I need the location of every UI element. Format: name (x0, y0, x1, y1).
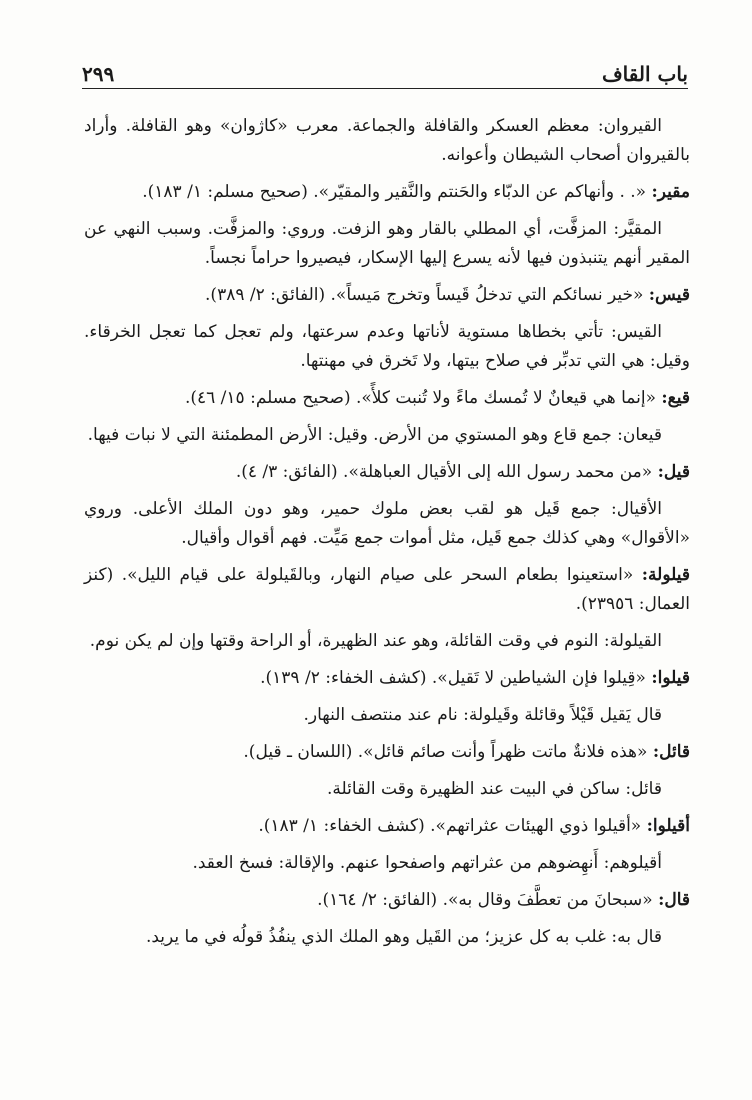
definition-paragraph: القيس: تأتي بخطاها مستوية لأناتها وعدم سرعتها، ولم تعجل كما تعجل الخرقاء. وقيل: هي التي تدبِّر في صلاح بيتها، ولا تَخرق في مهنتها. (84, 322, 690, 371)
hadith-text: «هذه فلانةٌ ماتت ظهراً وأنت صائم قائل». (اللسان ـ قيل). (243, 742, 653, 762)
chapter-title: باب القاف (601, 62, 688, 86)
hadith-text: «إنما هي قيعانٌ لا تُمسك ماءً ولا تُنبت كلأً». (صحيح مسلم: ١٥/ ٤٦). (184, 388, 662, 408)
page-header (82, 58, 688, 89)
entry-headword: قائل: (652, 742, 690, 762)
definition-paragraph: القيلولة: النوم في وقت القائلة، وهو عند الظهيرة، أو الراحة وقتها وإن لم يكن نوم. (89, 631, 662, 651)
entry-headword: قيع: (661, 388, 690, 408)
hadith-text: «استعينوا بطعام السحر على صيام النهار، وبالقَيلولة على قيام الليل». (كنز العمال: ٢٣٩٥٦). (84, 565, 690, 614)
entry-headword: قيل: (657, 462, 690, 482)
entry-headword: قيلولة: (641, 565, 690, 585)
hadith-entry (84, 812, 690, 841)
hadith-text: «. . وأنهاكم عن الدبّاء والحَنتم والنَّقير والمقيّر». (صحيح مسلم: ١/ ١٨٣). (142, 182, 652, 202)
entry-headword: مقير: (651, 182, 690, 202)
entry-headword: قيلوا: (651, 668, 690, 688)
definition-paragraph: القيروان: معظم العسكر والقافلة والجماعة. معرب «كاژوان» وهو القافلة. وأراد بالقيروان أصحاب الشيطان وأعوانه. (84, 116, 690, 165)
definition-paragraph: قائل: ساكن في البيت عند الظهيرة وقت القائلة. (327, 779, 662, 799)
definition-paragraph: المقيَّر: المزفَّت، أي المطلي بالقار وهو الزفت. وروي: والمزفَّت. وسبب النهي عن المقير أنهم يتنبذون فيها لأنه يسرع إليها الإسكار، فيصيروا حراماً نجساً. (84, 219, 690, 268)
definition-paragraph: قال يَقيل قَيْلاً وقائلة وقَيلولة: نام عند منتصف النهار. (303, 705, 662, 725)
hadith-entry (84, 458, 690, 487)
definition-paragraph: قيعان: جمع قاع وهو المستوي من الأرض. وقيل: الأرض المطمئنة التي لا نبات فيها. (87, 425, 662, 445)
hadith-text: «أقيلوا ذوي الهيئات عثراتهم». (كشف الخفاء: ١/ ١٨٣). (258, 816, 647, 836)
definition-paragraph: الأقيال: جمع قَيل هو لقب بعض ملوك حمير، وهو دون الملك الأعلى. وروي «الأقوال» وهي كذلك جمع قَيل، مثل أموات جمع مَيِّت. فهم أقوال وأقيال. (84, 499, 690, 548)
hadith-text: «من محمد رسول الله إلى الأقيال العباهلة». (الفائق: ٣/ ٤). (235, 462, 658, 482)
entry-headword: أقيلوا: (646, 816, 690, 836)
hadith-entry (84, 664, 690, 693)
hadith-text: «قِيلوا فإن الشياطين لا تَقيل». (كشف الخفاء: ٢/ ١٣٩). (260, 668, 652, 688)
entry-headword: قيس: (648, 285, 690, 305)
page-body (84, 112, 690, 960)
definition-paragraph: قال به: غلب به كل عزيز؛ من القَيل وهو الملك الذي ينفُذُ قولُه في ما يريد. (145, 927, 662, 947)
definition-paragraph: أقيلوهم: أَنهِضوهم من عثراتهم واصفحوا عنهم. والإقالة: فسخ العقد. (192, 853, 662, 873)
hadith-entry (84, 886, 690, 915)
hadith-text: «سبحانَ من تعطَّفَ وقال به». (الفائق: ٢/ ١٦٤). (317, 890, 659, 910)
hadith-entry (84, 178, 690, 207)
entry-headword: قال: (658, 890, 690, 910)
hadith-entry (84, 561, 690, 619)
hadith-entry (84, 384, 690, 413)
hadith-entry (84, 738, 690, 767)
hadith-text: «خير نسائكم التي تدخلُ قَيساً وتخرج مَيساً». (الفائق: ٢/ ٣٨٩). (205, 285, 649, 305)
page-number: ٢٩٩ (82, 62, 115, 86)
hadith-entry (84, 281, 690, 310)
